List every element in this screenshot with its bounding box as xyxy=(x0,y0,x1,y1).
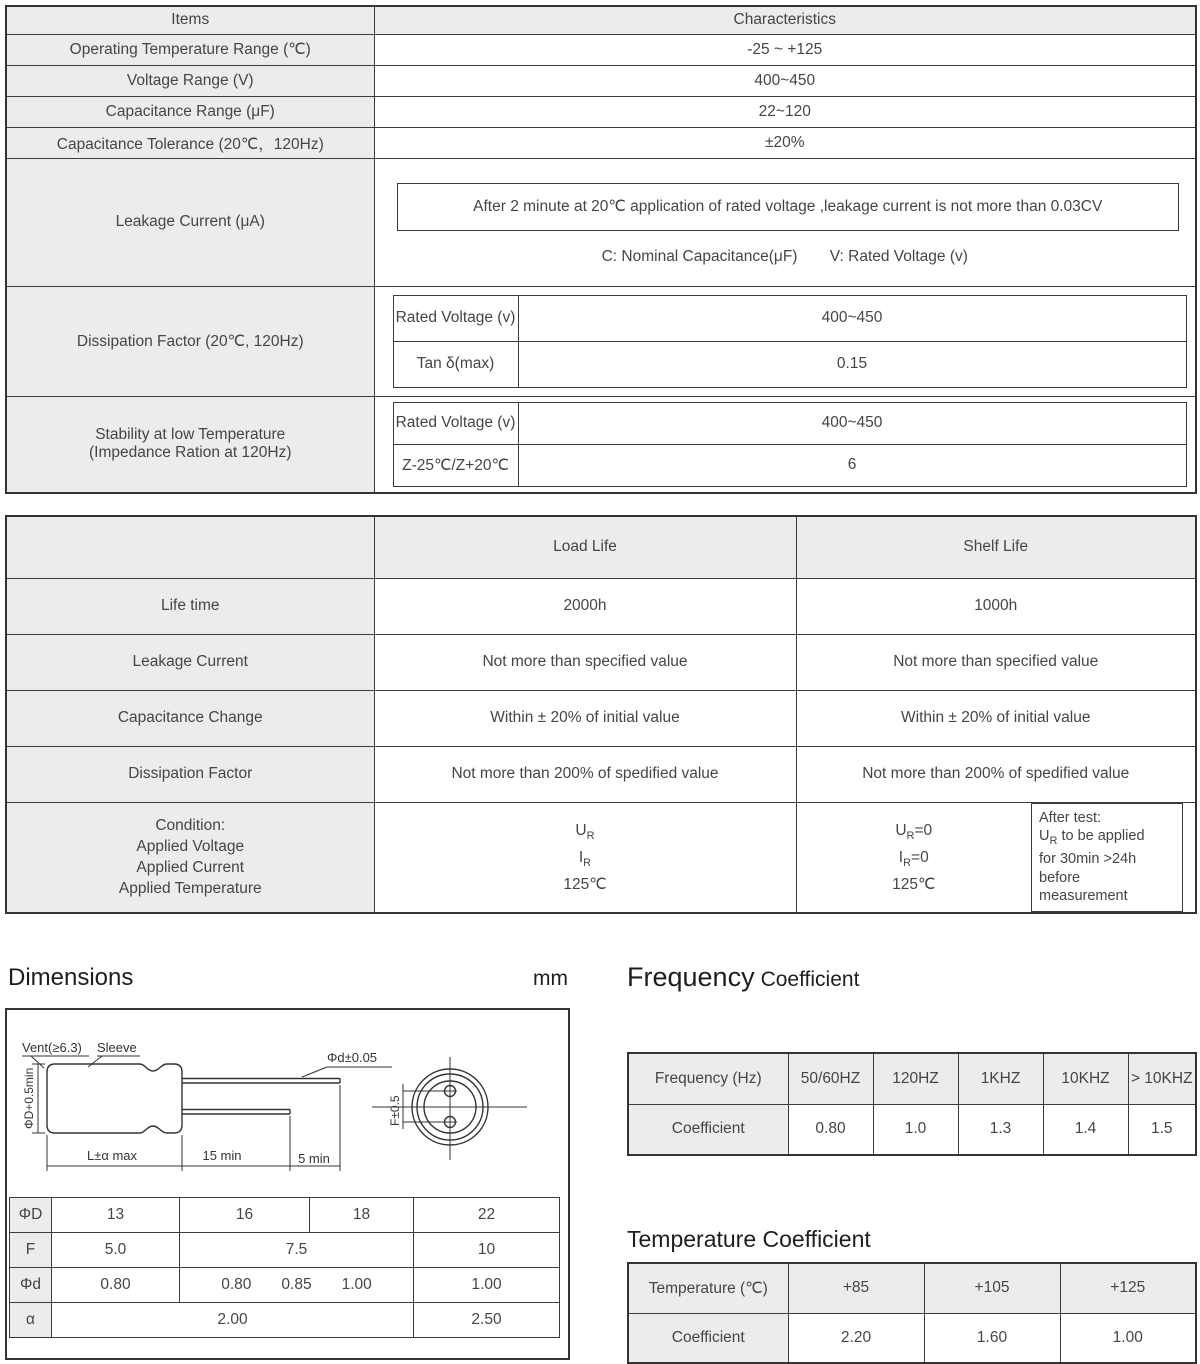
table-row xyxy=(6,516,1196,578)
leakage-characteristics xyxy=(374,158,1196,286)
freq-coef-value: 0.80 xyxy=(788,1104,873,1155)
after-test-line: measurement xyxy=(1039,888,1128,905)
sleeve-leader-line xyxy=(88,1056,140,1067)
temp-coef-label: Coefficient xyxy=(628,1313,788,1363)
stability-label-line2: (Impedance Ration at 120Hz) xyxy=(89,444,292,462)
row-label: Operating Temperature Range (℃) xyxy=(6,34,374,65)
freq-coef-value: 1.5 xyxy=(1128,1104,1196,1155)
freq-coef-label: Coefficient xyxy=(628,1104,788,1155)
dim-value: 1.00 xyxy=(341,1276,372,1293)
freq-coef-value: 1.0 xyxy=(873,1104,958,1155)
row-label xyxy=(6,396,374,493)
load-cond-temp: 125℃ xyxy=(563,875,607,893)
dissipation-characteristics xyxy=(374,286,1196,396)
table-row xyxy=(10,1198,560,1233)
dissipation-factor-row xyxy=(6,286,1196,396)
condition-label xyxy=(6,802,374,913)
coefficient-title-word: Coefficient xyxy=(760,968,860,991)
f-tolerance-label: F±0.5 xyxy=(388,1095,402,1126)
row-label: Voltage Range (V) xyxy=(6,65,374,96)
tip-min-label: 5 min xyxy=(298,1151,330,1166)
freq-col: 1KHZ xyxy=(958,1053,1043,1104)
shelf-condition xyxy=(796,802,1196,913)
shelf-value: Not more than specified value xyxy=(796,634,1196,690)
table-row xyxy=(393,444,1186,486)
table-row xyxy=(10,1268,560,1303)
top-lead xyxy=(182,1079,340,1084)
stability-label-line1: Stability at low Temperature xyxy=(95,426,286,444)
row-value: ±20% xyxy=(374,127,1196,158)
shelf-value: Within ± 20% of initial value xyxy=(796,690,1196,746)
load-value: Within ± 20% of initial value xyxy=(374,690,796,746)
condition-row xyxy=(6,802,1196,913)
inner-value: 6 xyxy=(518,444,1186,486)
dimensions-title: Dimensions xyxy=(8,964,134,991)
row-label: Dissipation Factor xyxy=(6,746,374,802)
inner-label: Tan δ(max) xyxy=(393,341,518,387)
life-table xyxy=(5,515,1197,914)
table-row xyxy=(393,295,1186,341)
table-row xyxy=(628,1313,1196,1363)
leakage-note-v: V: Rated Voltage (v) xyxy=(829,247,968,265)
dim-value: 16 xyxy=(180,1198,310,1233)
temp-col: +125 xyxy=(1060,1263,1196,1313)
leakage-note-c: C: Nominal Capacitance(μF) xyxy=(601,247,798,265)
frequency-title-word: Frequency xyxy=(627,962,755,992)
freq-col: 10KHZ xyxy=(1043,1053,1128,1104)
load-value: 2000h xyxy=(374,578,796,634)
load-condition xyxy=(374,802,796,913)
dim-value-group xyxy=(180,1268,414,1303)
inner-value: 400~450 xyxy=(518,295,1186,341)
table-row xyxy=(6,634,1196,690)
table-row xyxy=(10,1303,560,1338)
table-row xyxy=(6,96,1196,127)
condition-line: Applied Current xyxy=(136,859,245,877)
stability-row xyxy=(6,396,1196,493)
dim-row-label: α xyxy=(10,1303,52,1338)
table-row xyxy=(6,6,1196,34)
after-test-box xyxy=(1031,803,1183,912)
after-test-line: After test: xyxy=(1039,809,1102,826)
table-row xyxy=(6,65,1196,96)
dim-value: 2.50 xyxy=(414,1303,560,1338)
inner-label: Z-25℃/Z+20℃ xyxy=(393,444,518,486)
temp-col: +85 xyxy=(788,1263,924,1313)
frequency-coefficient-table xyxy=(627,1052,1197,1156)
length-label: L±α max xyxy=(86,1148,138,1163)
phid-leader-line xyxy=(302,1067,392,1077)
dim-value: 7.5 xyxy=(180,1233,414,1268)
table-row xyxy=(6,578,1196,634)
table-row xyxy=(628,1104,1196,1155)
after-test-line: before xyxy=(1039,869,1081,886)
temp-coef-value: 1.60 xyxy=(924,1313,1060,1363)
stability-characteristics xyxy=(374,396,1196,493)
sleeve-label: Sleeve xyxy=(97,1040,137,1055)
condition-line: Applied Voltage xyxy=(136,838,245,856)
load-value: Not more than 200% of spedified value xyxy=(374,746,796,802)
dimensions-table xyxy=(9,1197,560,1338)
shelf-value: 1000h xyxy=(796,578,1196,634)
inner-label: Rated Voltage (v) xyxy=(393,295,518,341)
table-row xyxy=(628,1053,1196,1104)
dim-value: 10 xyxy=(414,1233,560,1268)
col-header-load-life: Load Life xyxy=(374,516,796,578)
row-value: 400~450 xyxy=(374,65,1196,96)
load-cond-ur: $U_R$ xyxy=(575,821,595,842)
inner-label: Rated Voltage (v) xyxy=(393,402,518,444)
temp-coef-value: 2.20 xyxy=(788,1313,924,1363)
freq-col: > 10KHZ xyxy=(1128,1053,1196,1104)
dim-row-label: F xyxy=(10,1233,52,1268)
condition-line: Applied Temperature xyxy=(118,880,262,898)
temp-coef-value: 1.00 xyxy=(1060,1313,1196,1363)
table-row xyxy=(6,690,1196,746)
shelf-cond-temp: 125℃ xyxy=(892,875,936,893)
dim-value: 0.80 xyxy=(52,1268,180,1303)
shelf-value: Not more than 200% of spedified value xyxy=(796,746,1196,802)
dim-value: 0.85 xyxy=(281,1276,312,1293)
phid-tolerance-label: Φd±0.05 xyxy=(327,1050,378,1065)
inner-value: 400~450 xyxy=(518,402,1186,444)
dim-value: 5.0 xyxy=(52,1233,180,1268)
freq-coef-value: 1.4 xyxy=(1043,1104,1128,1155)
temp-header-label: Temperature (℃) xyxy=(628,1263,788,1313)
row-value: -25 ~ +125 xyxy=(374,34,1196,65)
dimensions-drawing-box xyxy=(5,1008,570,1360)
row-label: Leakage Current xyxy=(6,634,374,690)
dissipation-inner-table xyxy=(393,295,1187,388)
lead-min-label: 15 min xyxy=(202,1148,242,1163)
row-label: Leakage Current (μA) xyxy=(6,158,374,286)
temperature-coefficient-table xyxy=(627,1262,1197,1364)
stability-inner-table xyxy=(393,402,1187,487)
load-cond-ir: $I_R$ xyxy=(578,848,592,869)
table-row xyxy=(6,34,1196,65)
after-test-line: for 30min >24h xyxy=(1039,851,1137,868)
capacitor-body-outline xyxy=(47,1064,182,1133)
frequency-coefficient-title xyxy=(627,962,859,993)
dim-row-label: ΦD xyxy=(10,1198,52,1233)
freq-col: 120HZ xyxy=(873,1053,958,1104)
col-header-shelf-life: Shelf Life xyxy=(796,516,1196,578)
leakage-condition-box: After 2 minute at 20℃ application of rated voltage ,leakage current is not more than 0.03CV xyxy=(397,183,1180,231)
dim-value: 1.00 xyxy=(414,1268,560,1303)
dim-value: 22 xyxy=(414,1198,560,1233)
condition-line: Condition: xyxy=(155,817,226,835)
col-header-characteristics: Characteristics xyxy=(374,6,1196,34)
leakage-note xyxy=(375,248,1196,266)
vent-leader-line xyxy=(22,1056,89,1068)
dim-row-label: Φd xyxy=(10,1268,52,1303)
bottom-lead xyxy=(182,1110,290,1115)
dim-value: 13 xyxy=(52,1198,180,1233)
vent-label: Vent(≥6.3) xyxy=(22,1040,82,1055)
dim-value: 0.80 xyxy=(221,1276,252,1293)
row-value: 22~120 xyxy=(374,96,1196,127)
table-row xyxy=(6,127,1196,158)
inner-value: 0.15 xyxy=(518,341,1186,387)
shelf-cond-ur: $U_R=0$ xyxy=(895,821,933,842)
table-row xyxy=(10,1233,560,1268)
freq-header-label: Frequency (Hz) xyxy=(628,1053,788,1104)
row-label: Capacitance Range (μF) xyxy=(6,96,374,127)
dim-value: 18 xyxy=(310,1198,414,1233)
temp-col: +105 xyxy=(924,1263,1060,1313)
temperature-coefficient-title: Temperature Coefficient xyxy=(627,1226,871,1252)
row-label: Capacitance Tolerance (20℃，120Hz) xyxy=(6,127,374,158)
characteristics-table xyxy=(5,5,1197,494)
dim-value: 2.00 xyxy=(52,1303,414,1338)
table-row xyxy=(393,341,1186,387)
col-header-items: Items xyxy=(6,6,374,34)
table-row xyxy=(6,746,1196,802)
leakage-current-row xyxy=(6,158,1196,286)
after-test-line: $U_R$ to be applied xyxy=(1039,828,1145,847)
load-value: Not more than specified value xyxy=(374,634,796,690)
body-diameter-label: ΦD+0.5min xyxy=(22,1067,36,1129)
freq-coef-value: 1.3 xyxy=(958,1104,1043,1155)
dimensions-unit: mm xyxy=(533,967,568,990)
row-label: Dissipation Factor (20℃, 120Hz) xyxy=(6,286,374,396)
row-label: Capacitance Change xyxy=(6,690,374,746)
freq-col: 50/60HZ xyxy=(788,1053,873,1104)
row-label: Life time xyxy=(6,578,374,634)
shelf-cond-ir: $I_R=0$ xyxy=(898,848,929,869)
table-row xyxy=(393,402,1186,444)
life-header-blank xyxy=(6,516,374,578)
table-row xyxy=(628,1263,1196,1313)
